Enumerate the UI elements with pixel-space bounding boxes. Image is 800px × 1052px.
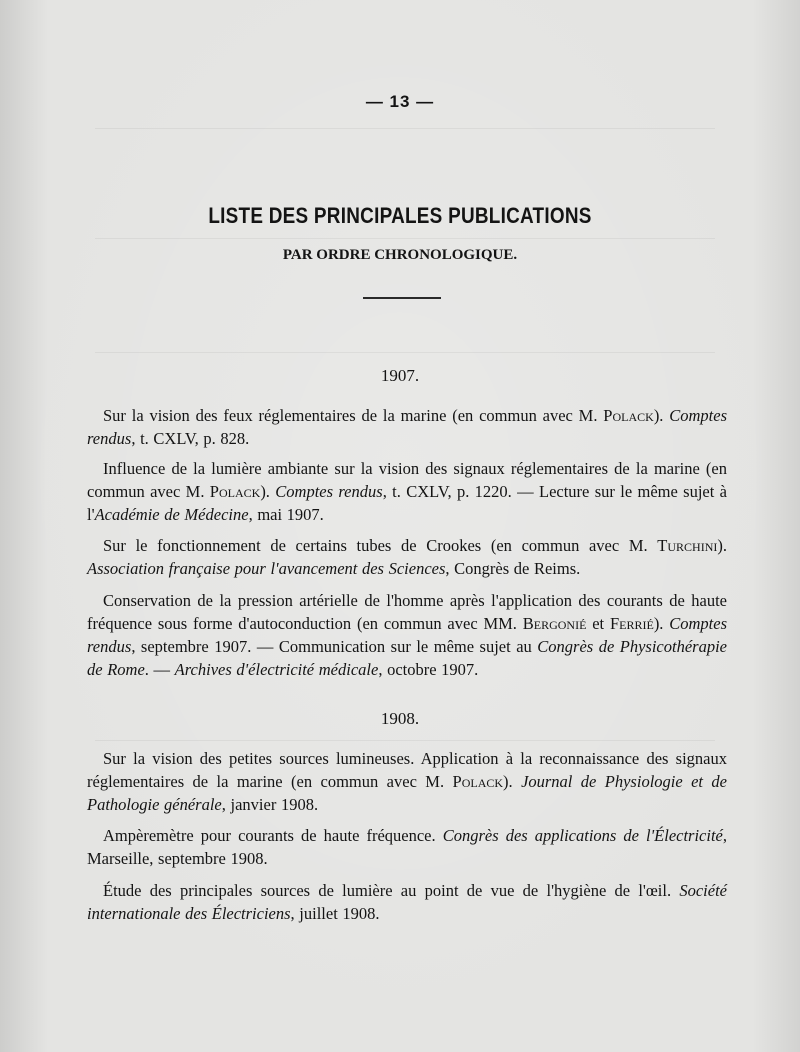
publication-entry bbox=[87, 589, 727, 681]
entry-text: Sur la vision des feux réglementaires de la marine (en commun avec M. bbox=[103, 406, 604, 425]
coauthor-name: Bergonié bbox=[522, 614, 587, 633]
page-number: — 13 — bbox=[365, 92, 435, 111]
publication-venue: Association française pour l'avancement des Sciences bbox=[87, 559, 446, 578]
entry-text: . — bbox=[144, 660, 175, 679]
entry-text: Sur le fonctionnement de certains tubes de Crookes (en commun avec M. bbox=[103, 536, 658, 555]
publication-venue: Congrès des applications de l'Électricité bbox=[442, 826, 723, 845]
entry-text: ). bbox=[653, 406, 670, 425]
entry-text: , t. CXLV, p. 828. bbox=[131, 429, 250, 448]
year-heading-1908: 1908. bbox=[380, 709, 420, 728]
document-subtitle: PAR ORDRE CHRONOLOGIQUE. bbox=[282, 247, 518, 263]
publication-venue: Comptes rendus bbox=[87, 406, 727, 448]
entry-text: ). bbox=[653, 614, 670, 633]
entry-text: , mai 1907. bbox=[248, 505, 324, 524]
publication-venue: Congrès de Physicothérapie de Rome bbox=[87, 637, 727, 679]
bleed-through bbox=[95, 740, 715, 741]
publication-entry bbox=[87, 534, 727, 580]
entry-text: et bbox=[586, 614, 610, 633]
publication-entry bbox=[87, 457, 727, 526]
entry-text: , septembre 1907. — Communication sur le même sujet au bbox=[131, 637, 538, 656]
entry-text: Sur la vision des petites sources lumineuses. Application à la reconnaissance des signaux réglementaires de la marine (en commun avec M. bbox=[87, 749, 727, 791]
publication-venue: Société internationale des Électriciens bbox=[87, 881, 727, 923]
publication-entry bbox=[87, 404, 727, 450]
title-divider bbox=[363, 297, 441, 299]
publication-entry bbox=[87, 747, 727, 816]
bleed-through bbox=[95, 352, 715, 353]
entry-text: Influence de la lumière ambiante sur la vision des signaux réglementaires de la marine (en commun avec M. bbox=[87, 459, 727, 501]
coauthor-name: Ferrié bbox=[609, 614, 654, 633]
publication-venue: Comptes rendus bbox=[87, 614, 727, 656]
publication-entry bbox=[87, 879, 727, 925]
coauthor-name: Polack bbox=[209, 482, 261, 501]
entry-text: ). bbox=[717, 536, 727, 555]
bleed-through bbox=[95, 238, 715, 239]
coauthor-name: Polack bbox=[452, 772, 504, 791]
entry-text: Ampèremètre pour courants de haute fréquence. bbox=[103, 826, 443, 845]
entry-text: , octobre 1907. bbox=[378, 660, 479, 679]
entry-text: , t. CXLV, p. 1220. — Lecture sur le même sujet à l' bbox=[87, 482, 727, 524]
publication-venue: Archives d'électricité médicale bbox=[174, 660, 379, 679]
publication-venue: Journal de Physiologie et de Pathologie générale bbox=[87, 772, 727, 814]
bleed-through bbox=[95, 128, 715, 129]
entry-text: , janvier 1908. bbox=[221, 795, 319, 814]
coauthor-name: Polack bbox=[603, 406, 654, 425]
coauthor-name: Turchini bbox=[657, 536, 718, 555]
publication-entry bbox=[87, 824, 727, 870]
entry-text: Conservation de la pression artérielle de l'homme après l'application des courants de haute fréquence sous forme d'autoconduction (en commun avec MM. bbox=[87, 591, 727, 633]
publication-venue: Académie de Médecine bbox=[94, 505, 249, 524]
entry-text: , Congrès de Reims. bbox=[445, 559, 581, 578]
entry-text: , juillet 1908. bbox=[290, 904, 380, 923]
year-heading-1907: 1907. bbox=[380, 366, 420, 385]
entry-text: ). bbox=[260, 482, 276, 501]
document-title: LISTE DES PRINCIPALES PUBLICATIONS bbox=[208, 203, 592, 228]
publication-venue: Comptes rendus bbox=[275, 482, 383, 501]
entry-text: ). bbox=[503, 772, 522, 791]
entry-text: , Marseille, septembre 1908. bbox=[87, 826, 727, 868]
entry-text: Étude des principales sources de lumière au point de vue de l'hygiène de l'œil. bbox=[103, 881, 680, 900]
